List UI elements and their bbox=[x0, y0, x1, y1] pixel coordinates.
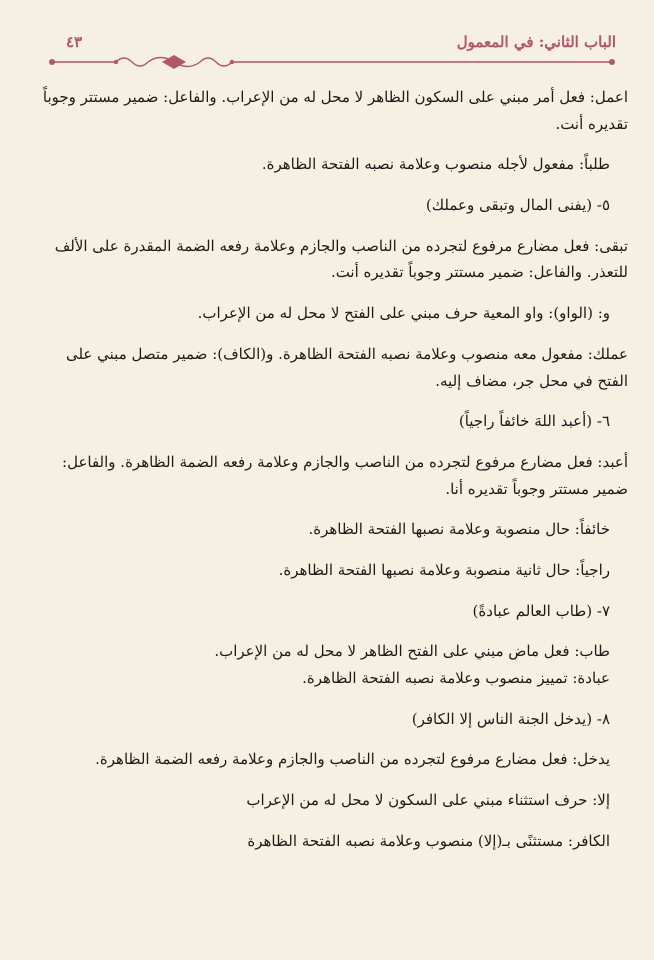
floral-divider-icon bbox=[48, 52, 616, 72]
paragraph-11: يدخل: فعل مضارع مرفوع لتجرده من الناصب والجازم وعلامة رفعه الضمة الظاهرة. bbox=[95, 750, 610, 769]
example-heading-6: ٦- (أعبد اللهَ خائفاً راجياً) bbox=[458, 412, 610, 431]
chapter-title: الباب الثاني: في المعمول bbox=[456, 33, 616, 51]
paragraph-4: و: (الواو): واو المعية حرف مبني على الفتح لا محل له من الإعراب. bbox=[197, 304, 610, 323]
paragraph-8: راجياً: حال ثانية منصوبة وعلامة نصبها الفتحة الظاهرة. bbox=[278, 560, 610, 579]
example-heading-7: ٧- (طاب العالم عبادةً) bbox=[472, 601, 610, 620]
paragraph-13: الكافر: مستثنًى بـ(إلا) منصوب وعلامة نصبه الفتحة الظاهرة bbox=[247, 831, 610, 850]
paragraph-9: طاب: فعل ماض مبني على الفتح الظاهر لا محل له من الإعراب. bbox=[214, 642, 610, 661]
page-number: ٤٣ bbox=[66, 33, 83, 51]
paragraph-2: طلباً: مفعول لأجله منصوب وعلامة نصبه الفتحة الظاهرة. bbox=[261, 155, 610, 174]
paragraph-6: أعبد: فعل مضارع مرفوع لتجرده من الناصب والجازم وعلامة رفعه الضمة الظاهرة. والفاعل: ضمير مستتر وجوباً تقديره أنا. bbox=[62, 452, 628, 498]
paragraph-5: عملك: مفعول معه منصوب وعلامة نصبه الفتحة الظاهرة. و(الكاف): ضمير متصل مبني على الفتح في محل جر، مضاف إليه. bbox=[65, 344, 628, 390]
paragraph-1: اعمل: فعل أمر مبني على السكون الظاهر لا محل له من الإعراب. والفاعل: ضمير مستتر وجوباً تقديره أنت. bbox=[42, 88, 628, 133]
paragraph-10: عبادة: تمييز منصوب وعلامة نصبه الفتحة الظاهرة. bbox=[302, 669, 610, 687]
paragraph-3: تبقى: فعل مضارع مرفوع لتجرده من الناصب والجازم وعلامة رفعه الضمة المقدرة على الألف للتعذر. والفاعل: ضمير مستتر وجوباً تقديره أنت. bbox=[54, 236, 628, 282]
page-body bbox=[40, 84, 628, 854]
example-heading-8: ٨- (يدخل الجنة الناس إلا الكافر) bbox=[411, 709, 610, 728]
paragraph-7: خائفاً: حال منصوبة وعلامة نصبها الفتحة الظاهرة. bbox=[308, 520, 610, 539]
paragraph-12: إلا: حرف استثناء مبني على السكون لا محل له من الإعراب bbox=[246, 791, 610, 810]
example-heading-5: ٥- (يفنى المال وتبقى وعملك) bbox=[425, 196, 610, 215]
